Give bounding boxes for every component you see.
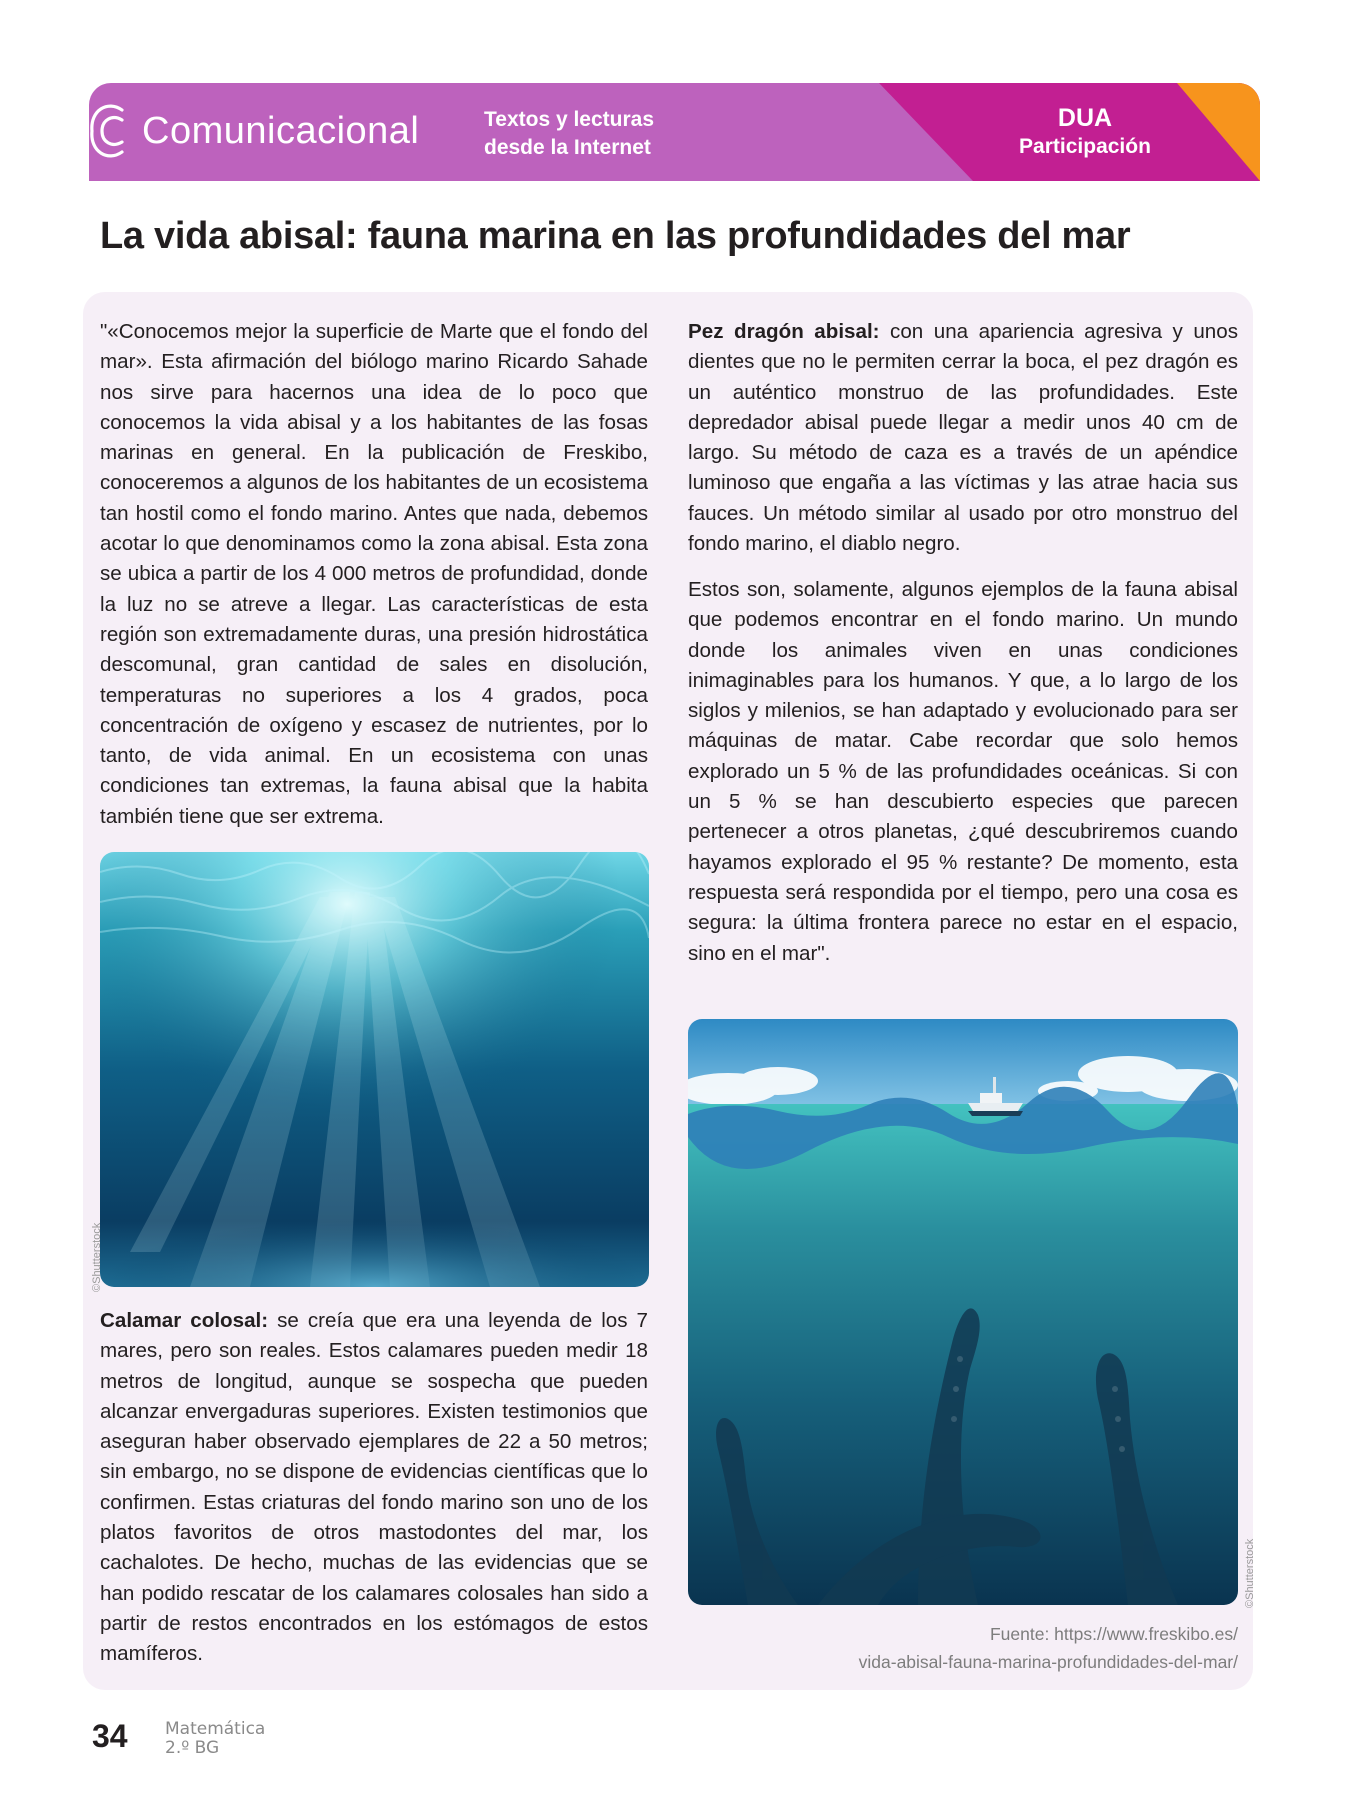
calamar-paragraph (100, 1306, 648, 1670)
footer-grade: 2.º BG (165, 1738, 220, 1758)
calamar-text-block (100, 1306, 648, 1670)
calamar-text: se creía que era una leyenda de los 7 mares, pero son reales. Estos calamares pueden medir 18 metros de longitud, aunque se sospecha que pueden alcanzar envergaduras superiores. Existen testimonios que aseguran haber observado ejemplares de 22 a 50 metros; sin embargo, no se dispone de evidencias científicas que lo confirmen. Estas criaturas del fondo marino son uno de los platos favoritos de otros mastodontes del mar, los cachalotes. De hecho, muchas de las evidencias que se han podido rescatar de los calamares colosales han sido a partir de restos encontrados en los estómagos de estos mamíferos. (100, 1309, 648, 1666)
page-number: 34 (92, 1718, 128, 1754)
pez-dragon-paragraph (688, 317, 1238, 559)
dua-label (1000, 103, 1170, 161)
closing-text: Estos son, solamente, algunos ejemplos de la fauna abisal que podemos encontrar en el fondo marino. Un mundo donde los animales viven en unas condiciones inimaginables para los humanos. Y que, a lo largo de los siglos y milenios, se han adaptado y evolucionado para ser máquinas de matar. Cabe recordar que solo hemos explorado un 5 % de las profundidades oceánicas. Si con un 5 % se han descubierto especies que parecen pertenecer a otros planetas, ¿qué descubriremos cuando hayamos explorado el 95 % restante? De momento, esta respuesta será respondida por el tiempo, pero una cosa es segura: la última frontera parece no estar en el espacio, sino en el mar". (688, 578, 1238, 965)
source-citation (859, 1620, 1238, 1676)
footer-subject-name: Matemática (165, 1719, 266, 1739)
pez-heading: Pez dragón abisal: (688, 320, 880, 343)
source-line: vida-abisal-fauna-marina-profundidades-del-mar/ (858, 1652, 1238, 1672)
dua-subtitle: Participación (1019, 135, 1151, 158)
dua-title: DUA (1057, 104, 1113, 132)
intro-text: "«Conocemos mejor la superficie de Marte que el fondo del mar». Esta afirmación del biólogo marino Ricardo Sahade nos sirve para hacernos una idea de lo poco que conocemos la vida abisal y a los habitantes de las fosas marinas en general. En la publicación de Freskibo, conoceremos a algunos de los habitantes de un ecosistema tan hostil como el fondo marino. Antes que nada, debemos acotar lo que denominamos como la zona abisal. Esta zona se ubica a partir de los 4 000 metros de profundidad, donde la luz no se atreve a llegar. Las características de esta región son extremadamente duras, una presión hidrostática descomunal, gran cantidad de sales en disolución, temperaturas no superiores a los 4 grados, poca concentración de oxígeno y escasez de nutrientes, por lo tanto, de vida animal. En un ecosistema con unas condiciones tan extremas, la fauna abisal que la habita también tiene que ser extrema. (100, 320, 648, 828)
kraken-ship-photo (688, 1019, 1238, 1605)
pez-text-block (688, 317, 1238, 559)
section-subtitle-line: Textos y lecturas (484, 108, 655, 131)
page-title: La vida abisal: fauna marina en las profundidades del mar (100, 215, 1131, 257)
closing-paragraph (688, 575, 1238, 969)
source-line: Fuente: https://www.freskibo.es/ (989, 1624, 1238, 1644)
image-credit: ©Shutterstock (91, 1222, 103, 1292)
comunicacional-c-logo-icon (88, 100, 132, 162)
section-title: Comunicacional (142, 110, 420, 152)
intro-paragraph (100, 317, 648, 832)
image-credit: ©Shutterstock (1244, 1538, 1256, 1608)
calamar-heading: Calamar colosal: (100, 1309, 269, 1332)
section-subtitle (484, 106, 654, 162)
pez-text: con una apariencia agresiva y unos dientes que no le permiten cerrar la boca, el pez dragón es un auténtico monstruo de las profundidades. Este depredador abisal puede llegar a medir unos 40 cm de largo. Su método de caza es a través de un apéndice luminoso que engaña a las víctimas y las atrae hacia sus fauces. Un método similar al usado por otro monstruo del fondo marino, el diablo negro. (688, 320, 1238, 556)
underwater-light-photo (100, 852, 649, 1287)
section-subtitle-line: desde la Internet (484, 136, 651, 159)
footer-subject (165, 1720, 265, 1758)
